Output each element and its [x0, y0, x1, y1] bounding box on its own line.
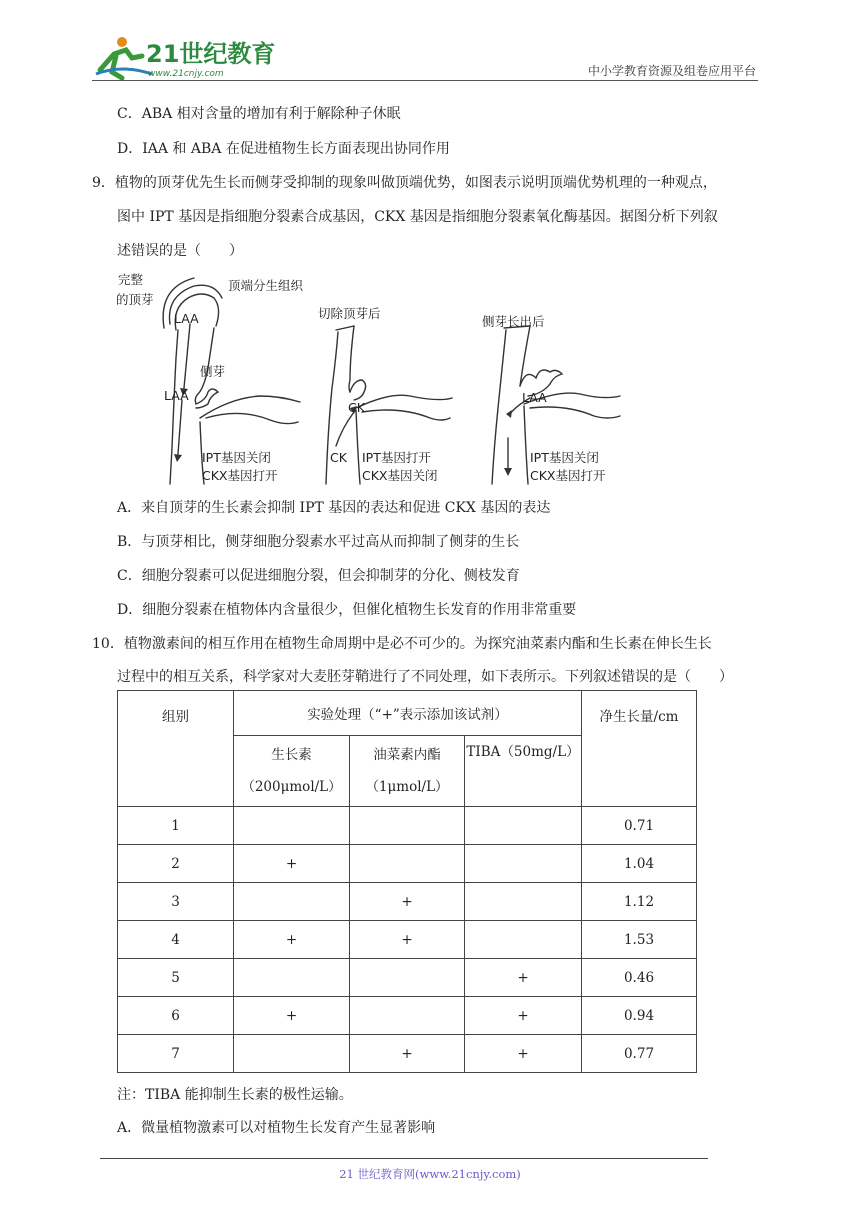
header-divider [92, 80, 758, 81]
q9-stem-line-3: 述错误的是（ ） [117, 243, 243, 259]
q10-stem-line-2: 过程中的相互关系，科学家对大麦胚芽鞘进行了不同处理，如下表所示。下列叙述错误的是（ ） [117, 669, 733, 685]
fig-p1-laa-mid: LAA [164, 388, 189, 403]
cell-br: + [350, 1035, 465, 1073]
th-group: 组别 [118, 691, 234, 807]
q10-stem-line-1: 10．植物激素间的相互作用在植物生命周期中是必不可少的。为探究油菜素内酯和生长素在伸长生长 [92, 636, 712, 652]
cell-group: 6 [118, 997, 234, 1035]
logo-url: www.21cnjy.com [148, 69, 224, 79]
fig-p1-lateral: 侧芽 [200, 364, 226, 379]
cell-growth: 0.77 [582, 1035, 697, 1073]
cell-br [350, 997, 465, 1035]
cell-br: + [350, 921, 465, 959]
cell-tiba: + [465, 959, 582, 997]
cell-group: 5 [118, 959, 234, 997]
q8-option-d: D．IAA 和 ABA 在促进植物生长方面表现出协同作用 [117, 141, 450, 157]
q9-option-a: A．来自顶芽的生长素会抑制 IPT 基因的表达和促进 CKX 基因的表达 [117, 500, 551, 516]
table-row [118, 997, 697, 1035]
th-auxin [234, 736, 350, 807]
cut-stem-top [336, 326, 354, 330]
cell-growth: 1.53 [582, 921, 697, 959]
cell-br [350, 845, 465, 883]
site-logo[interactable] [92, 34, 276, 80]
cell-tiba [465, 883, 582, 921]
fig-p1-label-2: 的顶芽 [116, 292, 154, 307]
th-treatment: 实验处理（“+”表示添加该试剂） [234, 691, 582, 736]
table-row [118, 921, 697, 959]
cell-br [350, 959, 465, 997]
fig-p2-title: 切除顶芽后 [318, 306, 381, 321]
cell-growth: 0.94 [582, 997, 697, 1035]
lateral-bud-2 [350, 380, 366, 400]
footer-divider [100, 1158, 708, 1159]
experiment-table [117, 690, 697, 1073]
table-row [118, 959, 697, 997]
q9-stem-line-1: 9．植物的顶芽优先生长而侧芽受抑制的现象叫做顶端优势，如图表示说明顶端优势机理的一种观点， [92, 175, 717, 191]
th-tiba [465, 736, 582, 807]
q10-note: 注：TIBA 能抑制生长素的极性运输。 [117, 1087, 353, 1103]
q8-option-c: C．ABA 相对含量的增加有利于解除种子休眠 [117, 106, 401, 122]
fig-p3-title: 侧芽长出后 [482, 314, 545, 329]
cell-auxin: + [234, 845, 350, 883]
cell-growth: 0.71 [582, 807, 697, 845]
cell-tiba [465, 845, 582, 883]
fig-p1-gene-2: CKX基因打开 [202, 468, 278, 483]
th-br-conc: （1μmol/L） [365, 779, 449, 795]
cell-tiba: + [465, 1035, 582, 1073]
fig-p3-gene-2: CKX基因打开 [530, 468, 606, 483]
th-growth: 净生长量/cm [582, 691, 697, 807]
logo-text: 21世纪教育 [146, 40, 276, 68]
fig-p1-laa-top: LAA [174, 311, 199, 326]
footer-link[interactable]: 21 世纪教育网(www.21cnjy.com) [339, 1167, 521, 1181]
fig-p1-label-1: 完整 [118, 272, 144, 287]
table-row [118, 883, 697, 921]
cell-tiba [465, 807, 582, 845]
fig-p2-ck-stem: CK [330, 450, 347, 465]
cell-auxin [234, 807, 350, 845]
cell-growth: 1.04 [582, 845, 697, 883]
cell-group: 4 [118, 921, 234, 959]
header-platform-text: 中小学教育资源及组卷应用平台 [587, 64, 756, 78]
q9-stem-line-2: 图中 IPT 基因是指细胞分裂素合成基因，CKX 基因是指细胞分裂素氧化酶基因。据图分析下列叙 [117, 209, 718, 225]
fig-p1-meristem: 顶端分生组织 [228, 278, 304, 293]
fig-p2-ck-bud: CK [348, 400, 365, 415]
q9-option-d: D．细胞分裂素在植物体内含量很少，但催化植物生长发育的作用非常重要 [117, 602, 577, 618]
q9-option-c: C．细胞分裂素可以促进细胞分裂，但会抑制芽的分化、侧枝发育 [117, 568, 520, 584]
runner-logo-icon [92, 34, 276, 80]
cell-auxin: + [234, 997, 350, 1035]
fig-p2-gene-1: IPT基因打开 [362, 450, 431, 465]
th-tiba-label: TIBA（50mg/L） [466, 744, 580, 760]
th-br-name: 油菜素内酯 [373, 747, 441, 763]
cell-group: 1 [118, 807, 234, 845]
cell-growth: 0.46 [582, 959, 697, 997]
cell-group: 7 [118, 1035, 234, 1073]
fig-p2-gene-2: CKX基因关闭 [362, 468, 438, 483]
cell-group: 2 [118, 845, 234, 883]
cell-auxin [234, 883, 350, 921]
fig-p1-gene-1: IPT基因关闭 [202, 450, 271, 465]
cell-tiba: + [465, 997, 582, 1035]
apical-dominance-figure [110, 268, 630, 490]
cell-group: 3 [118, 883, 234, 921]
th-auxin-name: 生长素 [271, 747, 312, 763]
q10-option-a: A．微量植物激素可以对植物生长发育产生显著影响 [117, 1120, 436, 1136]
fig-p3-laa: LAA [522, 390, 547, 405]
cell-auxin [234, 1035, 350, 1073]
cell-auxin [234, 959, 350, 997]
th-brassinolide [350, 736, 465, 807]
cell-auxin: + [234, 921, 350, 959]
table-row [118, 845, 697, 883]
cell-br [350, 807, 465, 845]
fig-p3-gene-1: IPT基因关闭 [530, 450, 599, 465]
cell-growth: 1.12 [582, 883, 697, 921]
q9-option-b: B．与顶芽相比，侧芽细胞分裂素水平过高从而抑制了侧芽的生长 [117, 534, 520, 550]
th-auxin-conc: （200μmol/L） [241, 779, 342, 795]
table-row [118, 807, 697, 845]
cell-tiba [465, 921, 582, 959]
table-row [118, 1035, 697, 1073]
cell-br: + [350, 883, 465, 921]
